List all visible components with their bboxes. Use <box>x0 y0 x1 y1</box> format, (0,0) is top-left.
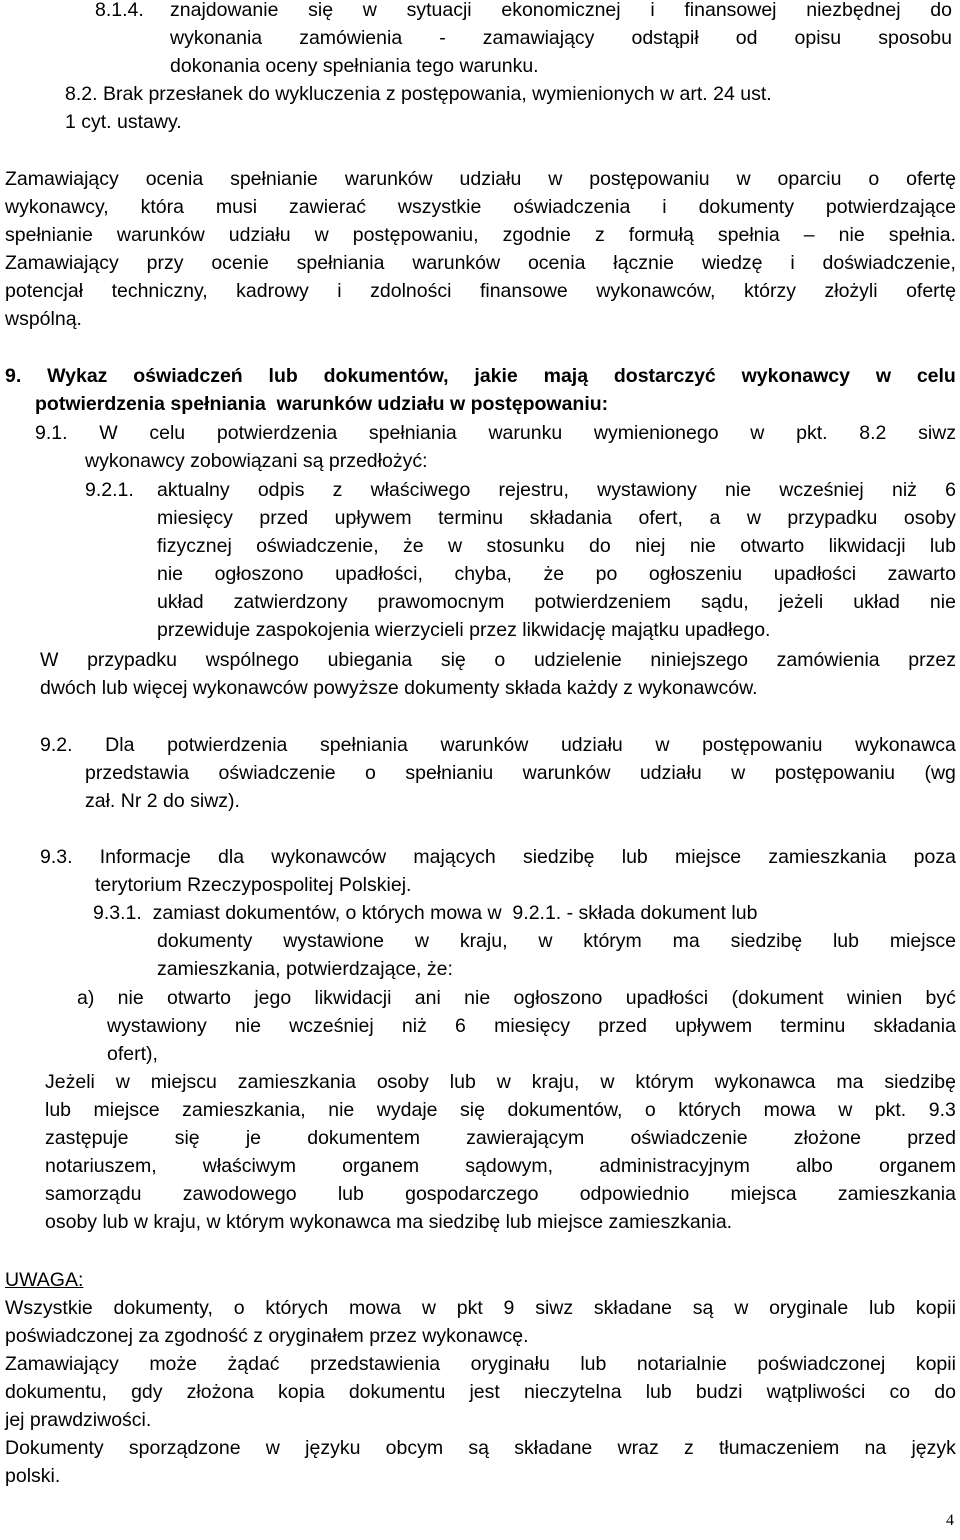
paragraph-line: przedstawia oświadczenie o spełnianiu warunków udziału w postępowaniu (wg <box>85 762 956 784</box>
paragraph-line: a) nie otwarto jego likwidacji ani nie ogłoszono upadłości (dokument winien być <box>77 987 956 1009</box>
heading-line: 9. Wykaz oświadczeń lub dokumentów, jakie mają dostarczyć wykonawcy w celu <box>5 365 956 387</box>
paragraph-line: Zamawiający może żądać przedstawienia oryginału lub notarialnie poświadczonej kopii <box>5 1353 956 1375</box>
paragraph-line: 9.3. Informacje dla wykonawców mających siedzibę lub miejsce zamieszkania poza <box>40 846 956 868</box>
paragraph-line: samorządu zawodowego lub gospodarczego odpowiednio miejsca zamieszkania <box>45 1183 956 1205</box>
paragraph-line: Zamawiający przy ocenie spełniania warunków ocenia łącznie wiedzę i doświadczenie, <box>5 252 956 274</box>
paragraph-line: 9.1. W celu potwierdzenia spełniania warunku wymienionego w pkt. 8.2 siwz <box>35 422 956 444</box>
paragraph-line: Zamawiający ocenia spełnianie warunków udziału w postępowaniu w oparciu o ofertę <box>5 168 956 190</box>
paragraph-line: spełnianie warunków udziału w postępowaniu, zgodnie z formułą spełnia – nie spełnia. <box>5 224 956 246</box>
paragraph-line: 9.2. Dla potwierdzenia spełniania warunków udziału w postępowaniu wykonawca <box>40 734 956 756</box>
paragraph-line: Jeżeli w miejscu zamieszkania osoby lub w kraju, w którym wykonawca ma siedzibę <box>45 1071 956 1093</box>
paragraph-line: miesięcy przed upływem terminu składania ofert, a w przypadku osoby <box>157 507 956 529</box>
item-number: 9.2.1. <box>85 479 134 501</box>
paragraph-line: Wszystkie dokumenty, o których mowa w pkt 9 siwz składane są w oryginale lub kopii <box>5 1297 956 1319</box>
paragraph-line: fizycznej oświadczenie, że w stosunku do niej nie otwarto likwidacji lub <box>157 535 956 557</box>
paragraph-line: wykonania zamówienia - zamawiający odstąpił od opisu sposobu <box>170 27 952 49</box>
paragraph-line: 8.2. Brak przesłanek do wykluczenia z postępowania, wymienionych w art. 24 ust. <box>65 83 772 105</box>
paragraph-line: wystawiony nie wcześniej niż 6 miesięcy przed upływem terminu składania <box>107 1015 956 1037</box>
paragraph-line: zał. Nr 2 do siwz). <box>85 790 240 812</box>
paragraph-line: dokumentu, gdy złożona kopia dokumentu jest nieczytelna lub budzi wątpliwości co do <box>5 1381 956 1403</box>
heading-line: potwierdzenia spełniania warunków udziału w postępowaniu: <box>35 393 609 415</box>
paragraph-line: osoby lub w kraju, w którym wykonawca ma siedzibę lub miejsce zamieszkania. <box>45 1211 733 1233</box>
paragraph-line: dokonania oceny spełniania tego warunku. <box>170 55 539 77</box>
item-number: 8.1.4. <box>95 0 144 21</box>
paragraph-line: ofert), <box>107 1043 158 1065</box>
paragraph-line: notariuszem, właściwym organem sądowym, administracyjnym albo organem <box>45 1155 956 1177</box>
paragraph-line: W przypadku wspólnego ubiegania się o udzielenie niniejszego zamówienia przez <box>40 649 956 671</box>
paragraph-line: poświadczonej za zgodność z oryginałem przez wykonawcę. <box>5 1325 529 1347</box>
paragraph-line: wspólną. <box>5 308 82 330</box>
paragraph-line: wykonawcy zobowiązani są przedłożyć: <box>85 450 428 472</box>
paragraph-line: Dokumenty sporządzone w języku obcym są składane wraz z tłumaczeniem na język <box>5 1437 956 1459</box>
page-number: 4 <box>946 1512 954 1529</box>
paragraph-line: nie ogłoszono upadłości, chyba, że po ogłoszeniu upadłości zawarto <box>157 563 956 585</box>
paragraph-line: przewiduje zaspokojenia wierzycieli przez likwidację majątku upadłego. <box>157 619 771 641</box>
paragraph-line: znajdowanie się w sytuacji ekonomicznej i finansowej niezbędnej do <box>170 0 952 21</box>
paragraph-line: aktualny odpis z właściwego rejestru, wystawiony nie wcześniej niż 6 <box>157 479 956 501</box>
paragraph-line: zastępuje się je dokumentem zawierającym oświadczenie złożone przed <box>45 1127 956 1149</box>
paragraph-line: potencjał techniczny, kadrowy i zdolności finansowe wykonawców, którzy złożyli ofertę <box>5 280 956 302</box>
paragraph-line: dwóch lub więcej wykonawców powyższe dokumenty składa każdy z wykonawców. <box>40 677 758 699</box>
notice-title: UWAGA: <box>5 1269 84 1291</box>
paragraph-line: układ zatwierdzony prawomocnym potwierdzeniem sądu, jeżeli układ nie <box>157 591 956 613</box>
paragraph-line: 1 cyt. ustawy. <box>65 111 182 133</box>
paragraph-line: dokumenty wystawione w kraju, w którym ma siedzibę lub miejsce <box>157 930 956 952</box>
paragraph-line: lub miejsce zamieszkania, nie wydaje się dokumentów, o których mowa w pkt. 9.3 <box>45 1099 956 1121</box>
paragraph-line: zamieszkania, potwierdzające, że: <box>157 958 453 980</box>
paragraph-line: wykonawcy, która musi zawierać wszystkie oświadczenia i dokumenty potwierdzające <box>5 196 956 218</box>
paragraph-line: terytorium Rzeczypospolitej Polskiej. <box>95 874 412 896</box>
paragraph-line: polski. <box>5 1465 61 1487</box>
paragraph-line: jej prawdziwości. <box>5 1409 152 1431</box>
paragraph-line: 9.3.1. zamiast dokumentów, o których mowa w 9.2.1. - składa dokument lub <box>93 902 758 924</box>
